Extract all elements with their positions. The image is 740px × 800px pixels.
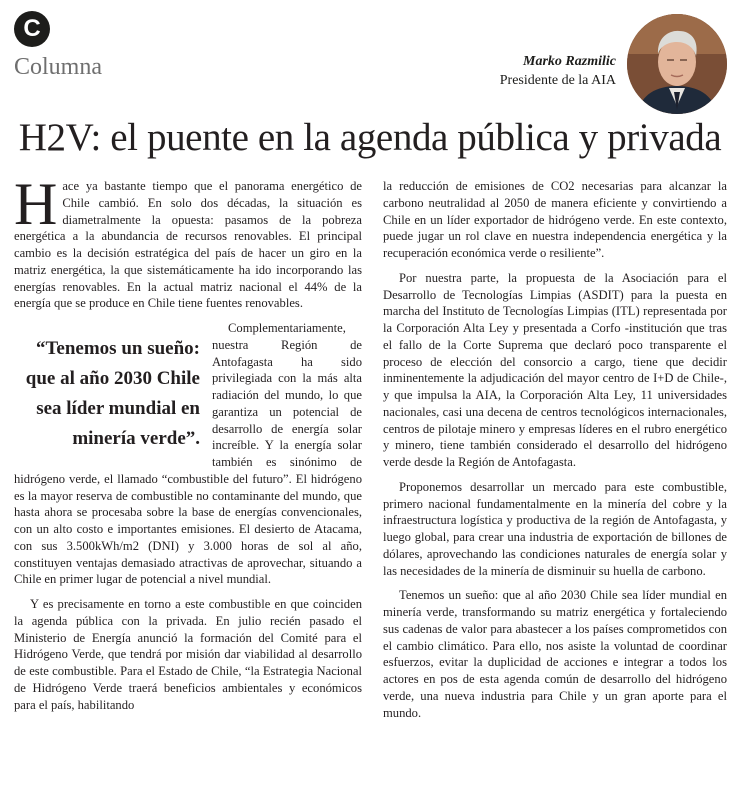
article-column-right: [383, 178, 727, 721]
headline: H2V: el puente en la agenda pública y privada: [18, 116, 722, 159]
paragraph-6: Tenemos un sueño: que al año 2030 Chile sea líder mundial en minería verde, transformando su matriz energética y fortaleciendo sus cadenas de valor para abastecer a los países comprometidos con el cambio climático. Para ello, nos asiste la voluntad de coordinar esfuerzos, evitar la duplicidad de acciones e integrar a todos los actores en pos de esta agenda común de desarrollo del hidrógeno verde, una nueva industria para Chile y un gran aporte para el mundo.: [383, 588, 727, 720]
pull-quote: “Tenemos un sueño: que al año 2030 Chile sea líder mundial en minería verde”.: [25, 338, 200, 449]
paragraph-2-text: Complementariamente, nuestra Región de Antofagasta ha sido privilegiada con la más alta radiación del mundo, lo que garantiza un potencial de desarrollo de energía solar increíble. Y la energía solar también es sinónimo de hidrógeno verde, el llamado “combustible del futuro”. El hidrógeno es la mayor reserva de combustible no contaminante del mundo, que hasta ahora se procesaba sobre la base de energías convencionales, con un alto costo e importantes emisiones. El desierto de Atacama, con sus 3.500kWh/m2 (DNI) y 3.000 horas de sol al año, constituyen ventajas demasiado atractivas de aprovechar, situando a Chile en primer lugar de potencial a nivel mundial.: [14, 321, 362, 587]
paragraph-1: [14, 171, 362, 312]
author-portrait-icon: [627, 14, 727, 114]
article-column-left: [14, 171, 362, 713]
author-title: Presidente de la AIA: [499, 73, 616, 88]
author-photo: [627, 14, 727, 114]
author-name: Marko Razmilic: [523, 54, 616, 69]
paragraph-3: Y es precisamente en torno a este combustible en que coinciden la agenda pública con la privada. En julio recién pasado el Ministerio de Energía anunció la formación del Comité para el Hidrógeno Verde, que tendrá por misión dar viabilidad al desarrollo de este combustible. Para el Estado de Chile, “la Estrategia Nacional de Hidrógeno Verde traerá beneficios ambientales y económicos para el país, habilitando: [14, 597, 362, 712]
paragraph-1-text: ace ya bastante tiempo que el panorama energético de Chile cambió. En solo dos décadas, la situación es diametralmente la opuesta: pasamos de la pobreza energética a la abundancia de recursos renovables. El principal cambio es la decisión estratégica del país de hacer un giro en la matriz energética, la que sistemáticamente ha ido incorporando las energías renovables. En la actual matriz nacional el 44% de la energía que se produce en Chile tiene fuentes renovables.: [14, 179, 362, 311]
section-badge: C: [14, 11, 50, 47]
section-label: Columna: [14, 54, 102, 80]
paragraph-4: Por nuestra parte, la propuesta de la Asociación para el Desarrollo de Tecnologías Limpias (ASDIT) para la puesta en marcha del Instituto de Tecnologías Limpias (ITL) representada por la Corporación Alta Ley y presentada a Corfo -institución que tras el fallo de la Corte Suprema que declaró poco transparente el proceso de elección del consorcio a cargo, tiene que decidir inminentemente la adjudicación del mayor centro de I+D de Chile-, y que impulsa la AIA, la Corporación Alta Ley, 11 universidades nacionales, casi una decena de centros tecnológicos internacionales, centros de pilotaje minero y empresas líderes en el rubro energético y minero, tiene también considerado el desarrollo del hidrógeno verde desde la Región de Antofagasta.: [383, 270, 727, 469]
paragraph-5: Proponemos desarrollar un mercado para este combustible, primero nacional fundamentalmente en la minería del cobre y la infraestructura logística y productiva de la región de Antofagasta, y luego global, para crear una industria de exportación de billones de dólares, aprovechando las condiciones naturales de energía solar y las necesidades de la minería de disminuir su huella de carbono.: [383, 479, 727, 578]
paragraph-3-continued: la reducción de emisiones de CO2 necesarias para alcanzar la carbono neutralidad al 2050 de manera eficiente y convirtiendo a Chile en un líder exportador de hidrógeno verde. En este contexto, puede jugar un rol clave en nuestra independencia energética y la recuperación económica verde o resiliente”.: [383, 179, 727, 260]
paragraph-2: [14, 320, 362, 588]
author-byline: [500, 52, 616, 90]
drop-cap: H: [14, 171, 58, 237]
